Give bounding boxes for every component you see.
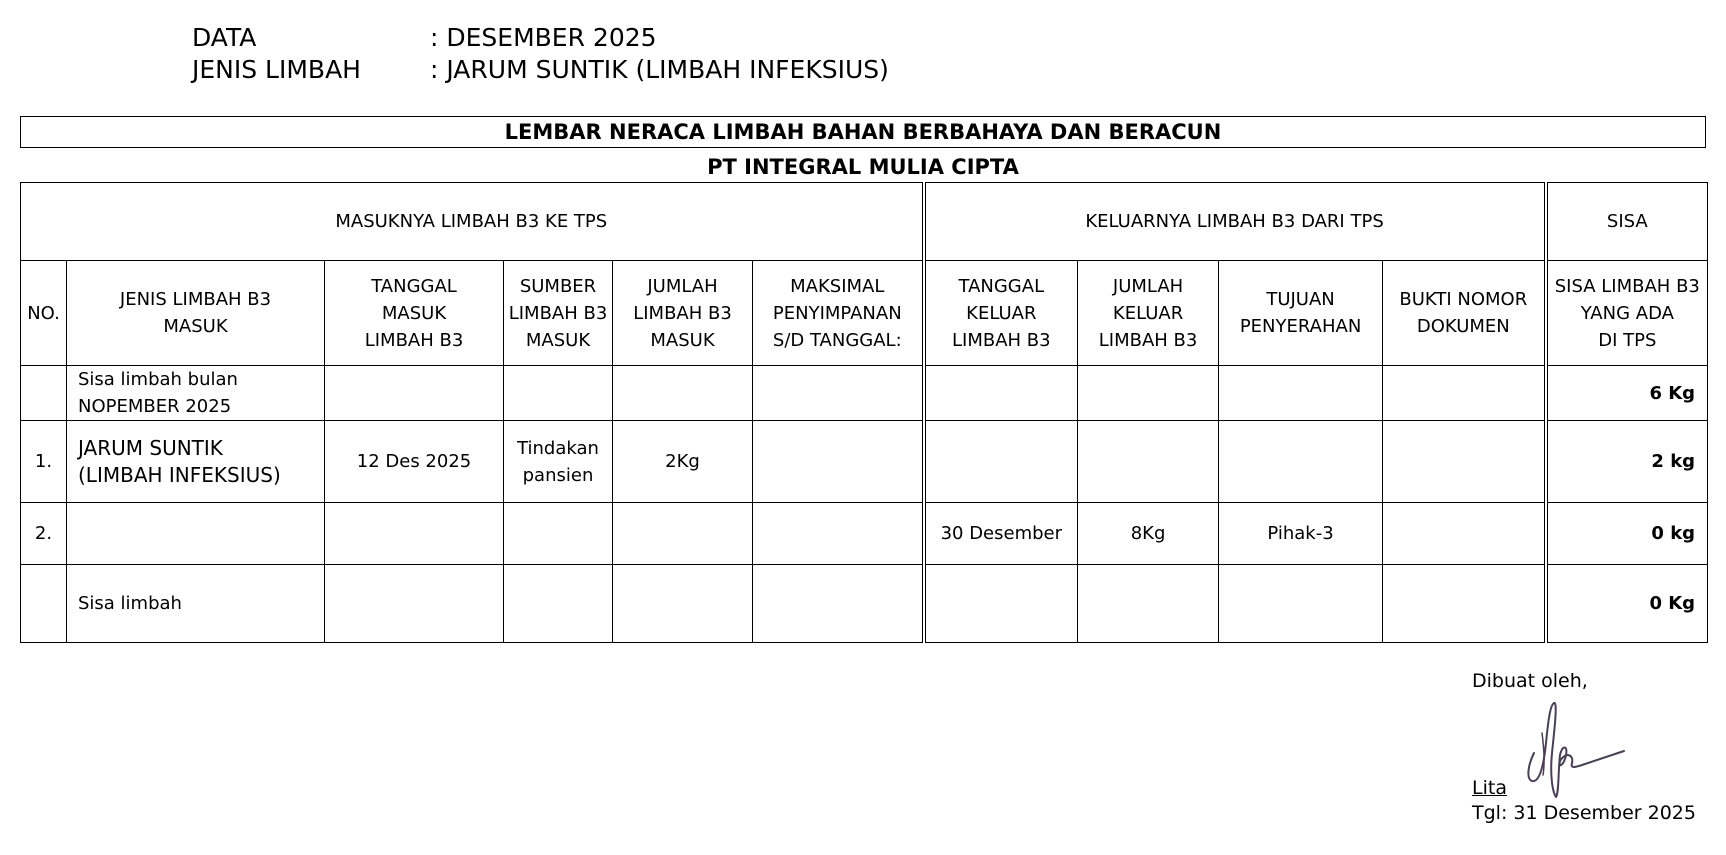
cell-jenis — [67, 503, 325, 565]
cell-sumber — [504, 366, 613, 421]
meta-row-jenis — [192, 54, 889, 86]
col-header-jumlah-masuk: JUMLAH LIMBAH B3 MASUK — [613, 261, 753, 366]
cell-tgl-keluar — [924, 565, 1078, 643]
cell-maksimal — [753, 366, 924, 421]
col-header-sumber: SUMBER LIMBAH B3 MASUK — [504, 261, 613, 366]
col-header-no: NO. — [21, 261, 67, 366]
cell-no — [21, 565, 67, 643]
cell-jumlah-masuk: 2Kg — [613, 421, 753, 503]
col-header-tgl-keluar: TANGGAL KELUAR LIMBAH B3 — [924, 261, 1078, 366]
cell-sumber — [504, 565, 613, 643]
jenis-limbah-label: JENIS LIMBAH — [192, 55, 361, 84]
cell-tgl-keluar — [924, 421, 1078, 503]
table-row — [21, 565, 1708, 643]
cell-bukti — [1383, 565, 1546, 643]
meta-row-data — [192, 22, 889, 54]
cell-no: 2. — [21, 503, 67, 565]
signature-date: Tgl: 31 Desember 2025 — [1472, 802, 1696, 824]
col-header-sisa: SISA LIMBAH B3 YANG ADA DI TPS — [1546, 261, 1708, 366]
cell-no: 1. — [21, 421, 67, 503]
cell-bukti — [1383, 421, 1546, 503]
cell-bukti — [1383, 503, 1546, 565]
cell-tgl-keluar — [924, 366, 1078, 421]
document-meta — [192, 22, 889, 86]
group-sisa: SISA — [1546, 183, 1708, 261]
cell-jenis: Sisa limbah — [67, 565, 325, 643]
cell-tgl-masuk — [325, 565, 504, 643]
col-header-bukti: BUKTI NOMOR DOKUMEN — [1383, 261, 1546, 366]
cell-tgl-masuk: 12 Des 2025 — [325, 421, 504, 503]
column-header-row — [21, 261, 1708, 366]
company-name: PT INTEGRAL MULIA CIPTA — [707, 155, 1019, 179]
cell-sumber: Tindakan pansien — [504, 421, 613, 503]
cell-jumlah-masuk — [613, 503, 753, 565]
signer-name: Lita — [1472, 777, 1507, 799]
cell-jumlah-keluar — [1078, 421, 1219, 503]
col-header-tgl-masuk: TANGGAL MASUK LIMBAH B3 — [325, 261, 504, 366]
cell-tgl-masuk — [325, 366, 504, 421]
cell-jumlah-keluar: 8Kg — [1078, 503, 1219, 565]
data-label: DATA — [192, 23, 257, 52]
cell-jenis: JARUM SUNTIK (LIMBAH INFEKSIUS) — [67, 421, 325, 503]
group-header-row — [21, 183, 1708, 261]
cell-tujuan — [1219, 366, 1383, 421]
cell-jumlah-keluar — [1078, 366, 1219, 421]
cell-tujuan — [1219, 565, 1383, 643]
col-header-jumlah-keluar: JUMLAH KELUAR LIMBAH B3 — [1078, 261, 1219, 366]
cell-sisa: 6 Kg — [1546, 366, 1708, 421]
table-row — [21, 366, 1708, 421]
cell-bukti — [1383, 366, 1546, 421]
cell-tgl-keluar: 30 Desember — [924, 503, 1078, 565]
neraca-table — [20, 182, 1708, 643]
cell-tujuan: Pihak-3 — [1219, 503, 1383, 565]
cell-tgl-masuk — [325, 503, 504, 565]
document-title: LEMBAR NERACA LIMBAH BAHAN BERBAHAYA DAN BERACUN — [20, 116, 1706, 148]
jenis-limbah-value: : JARUM SUNTIK (LIMBAH INFEKSIUS) — [430, 55, 889, 84]
signature-image — [1512, 693, 1632, 803]
group-masuk: MASUKNYA LIMBAH B3 KE TPS — [21, 183, 924, 261]
cell-sisa: 2 kg — [1546, 421, 1708, 503]
cell-sisa: 0 kg — [1546, 503, 1708, 565]
col-header-tujuan: TUJUAN PENYERAHAN — [1219, 261, 1383, 366]
dibuat-oleh-label: Dibuat oleh, — [1472, 670, 1588, 692]
cell-sisa: 0 Kg — [1546, 565, 1708, 643]
cell-jumlah-masuk — [613, 565, 753, 643]
cell-maksimal — [753, 565, 924, 643]
cell-tujuan — [1219, 421, 1383, 503]
cell-sumber — [504, 503, 613, 565]
cell-jumlah-masuk — [613, 366, 753, 421]
cell-maksimal — [753, 503, 924, 565]
table-row — [21, 421, 1708, 503]
cell-maksimal — [753, 421, 924, 503]
data-value: : DESEMBER 2025 — [430, 23, 657, 52]
col-header-maksimal: MAKSIMAL PENYIMPANAN S/D TANGGAL: — [753, 261, 924, 366]
group-keluar: KELUARNYA LIMBAH B3 DARI TPS — [924, 183, 1546, 261]
cell-jenis: Sisa limbah bulan NOPEMBER 2025 — [67, 366, 325, 421]
table-row — [21, 503, 1708, 565]
col-header-jenis: JENIS LIMBAH B3 MASUK — [67, 261, 325, 366]
cell-jumlah-keluar — [1078, 565, 1219, 643]
cell-no — [21, 366, 67, 421]
